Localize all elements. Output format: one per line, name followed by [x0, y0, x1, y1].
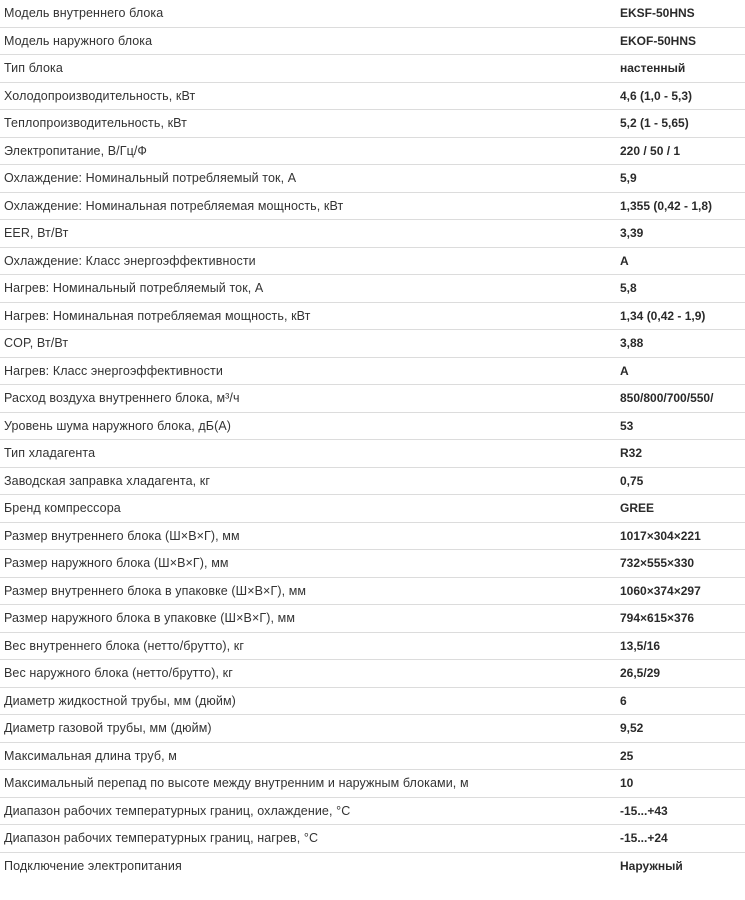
- spec-value: 1,355 (0,42 - 1,8): [620, 198, 713, 213]
- spec-row: [0, 550, 745, 578]
- spec-value: 0,75: [620, 473, 644, 488]
- spec-value: A: [620, 363, 629, 378]
- spec-value: 1060×374×297: [620, 583, 701, 598]
- spec-value: 1017×304×221: [620, 528, 701, 543]
- spec-row: [0, 798, 745, 826]
- spec-value: 220 / 50 / 1: [620, 143, 681, 158]
- spec-label: Бренд компрессора: [4, 501, 121, 516]
- spec-value: R32: [620, 446, 643, 461]
- spec-row: [0, 853, 745, 881]
- spec-label: Электропитание, В/Гц/Ф: [4, 143, 148, 158]
- spec-row: [0, 605, 745, 633]
- spec-label: Заводская заправка хладагента, кг: [4, 473, 211, 488]
- spec-value: настенный: [620, 61, 686, 76]
- spec-value: 25: [620, 748, 634, 763]
- spec-label: Максимальный перепад по высоте между внутренним и наружным блоками, м: [4, 776, 469, 791]
- spec-row: [0, 303, 745, 331]
- spec-value: -15...+24: [620, 831, 668, 846]
- spec-label: Модель внутреннего блока: [4, 6, 164, 21]
- spec-row: [0, 688, 745, 716]
- spec-value: -15...+43: [620, 803, 668, 818]
- spec-label: Модель наружного блока: [4, 33, 153, 48]
- spec-label: Нагрев: Номинальная потребляемая мощность, кВт: [4, 308, 311, 323]
- spec-label: Уровень шума наружного блока, дБ(А): [4, 418, 232, 433]
- spec-value: 26,5/29: [620, 666, 661, 681]
- spec-row: [0, 495, 745, 523]
- spec-label: Тип блока: [4, 61, 63, 76]
- spec-value: EKOF-50HNS: [620, 33, 697, 48]
- spec-label: EER, Вт/Вт: [4, 226, 69, 241]
- spec-label: Размер внутреннего блока (Ш×В×Г), мм: [4, 528, 240, 543]
- spec-value: 6: [620, 693, 627, 708]
- spec-row: [0, 578, 745, 606]
- spec-value: 9,52: [620, 721, 644, 736]
- spec-label: Размер наружного блока в упаковке (Ш×В×Г), мм: [4, 611, 296, 626]
- spec-label: Холодопроизводительность, кВт: [4, 88, 196, 103]
- spec-value: EKSF-50HNS: [620, 6, 695, 21]
- spec-label: Диаметр жидкостной трубы, мм (дюйм): [4, 693, 236, 708]
- spec-value: GREE: [620, 501, 655, 516]
- spec-value: 4,6 (1,0 - 5,3): [620, 88, 693, 103]
- spec-value: 5,2 (1 - 5,65): [620, 116, 689, 131]
- spec-row: [0, 110, 745, 138]
- spec-row: [0, 440, 745, 468]
- spec-value: 10: [620, 776, 634, 791]
- spec-row: [0, 743, 745, 771]
- spec-label: Подключение электропитания: [4, 859, 182, 874]
- spec-value: 53: [620, 418, 634, 433]
- spec-label: Теплопроизводительность, кВт: [4, 116, 188, 131]
- spec-label: Вес внутреннего блока (нетто/брутто), кг: [4, 638, 245, 653]
- spec-row: [0, 193, 745, 221]
- spec-row: [0, 633, 745, 661]
- spec-label: Максимальная длина труб, м: [4, 748, 177, 763]
- spec-row: [0, 165, 745, 193]
- spec-row: [0, 55, 745, 83]
- spec-row: [0, 275, 745, 303]
- spec-label: Нагрев: Класс энергоэффективности: [4, 363, 223, 378]
- spec-value: 732×555×330: [620, 556, 695, 571]
- spec-value: Наружный: [620, 859, 683, 874]
- spec-label: Охлаждение: Номинальный потребляемый ток, А: [4, 171, 297, 186]
- spec-row: [0, 0, 745, 28]
- spec-row: [0, 28, 745, 56]
- spec-label: Диаметр газовой трубы, мм (дюйм): [4, 721, 212, 736]
- spec-label: Тип хладагента: [4, 446, 96, 461]
- spec-row: [0, 220, 745, 248]
- spec-value: 794×615×376: [620, 611, 695, 626]
- spec-label: Нагрев: Номинальный потребляемый ток, А: [4, 281, 264, 296]
- spec-row: [0, 413, 745, 441]
- spec-value: 3,88: [620, 336, 644, 351]
- spec-row: [0, 770, 745, 798]
- spec-row: [0, 138, 745, 166]
- spec-label: Диапазон рабочих температурных границ, нагрев, °С: [4, 831, 319, 846]
- spec-label: COP, Вт/Вт: [4, 336, 69, 351]
- spec-row: [0, 330, 745, 358]
- spec-label: Диапазон рабочих температурных границ, охлаждение, °С: [4, 803, 351, 818]
- spec-value: 850/800/700/550/: [620, 391, 714, 406]
- spec-value: 3,39: [620, 226, 644, 241]
- spec-label: Охлаждение: Номинальная потребляемая мощность, кВт: [4, 198, 344, 213]
- spec-row: [0, 385, 745, 413]
- spec-value: 1,34 (0,42 - 1,9): [620, 308, 706, 323]
- spec-row: [0, 660, 745, 688]
- spec-label: Размер наружного блока (Ш×В×Г), мм: [4, 556, 229, 571]
- spec-label: Вес наружного блока (нетто/брутто), кг: [4, 666, 233, 681]
- spec-label: Расход воздуха внутреннего блока, м³/ч: [4, 391, 240, 406]
- spec-label: Размер внутреннего блока в упаковке (Ш×В×Г), мм: [4, 583, 307, 598]
- spec-value: 13,5/16: [620, 638, 661, 653]
- spec-value: A: [620, 253, 629, 268]
- spec-row: [0, 248, 745, 276]
- spec-row: [0, 468, 745, 496]
- spec-row: [0, 358, 745, 386]
- spec-label: Охлаждение: Класс энергоэффективности: [4, 253, 256, 268]
- spec-row: [0, 825, 745, 853]
- spec-value: 5,9: [620, 171, 637, 186]
- spec-row: [0, 715, 745, 743]
- spec-value: 5,8: [620, 281, 637, 296]
- spec-row: [0, 523, 745, 551]
- spec-row: [0, 83, 745, 111]
